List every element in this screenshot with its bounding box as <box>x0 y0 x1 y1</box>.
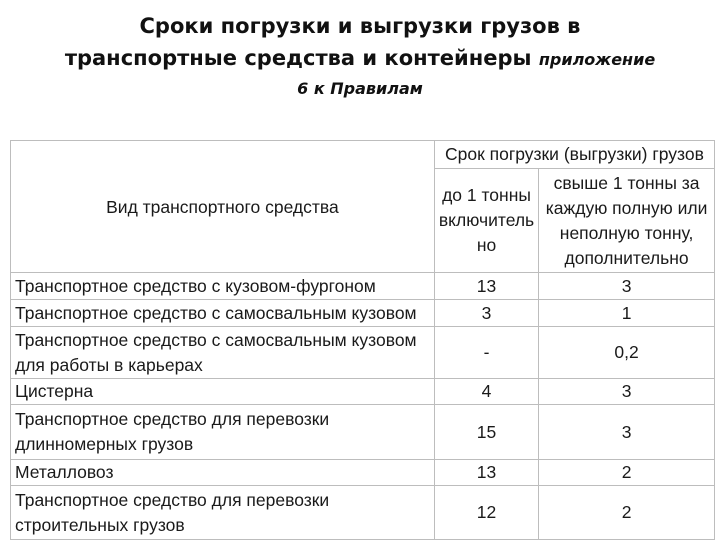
table-row <box>11 300 715 327</box>
table-row <box>11 273 715 300</box>
loading-terms-table <box>10 140 715 540</box>
title-line-2-main: транспортные средства и контейнеры <box>64 46 532 70</box>
table-row <box>11 379 715 405</box>
row-value-up-to-1-ton: 4 <box>434 379 538 405</box>
header-over-1-ton: свыше 1 тонны за каждую полную или неполную тонну, дополнительно <box>539 169 715 273</box>
table-row <box>11 460 715 486</box>
title-line-2 <box>0 42 720 76</box>
row-vehicle-name: Цистерна <box>11 379 435 405</box>
row-value-up-to-1-ton: 12 <box>434 486 538 540</box>
row-value-over-1-ton: 2 <box>539 486 715 540</box>
row-value-over-1-ton: 3 <box>539 273 715 300</box>
header-up-to-1-ton: до 1 тонны включитель но <box>434 169 538 273</box>
page-title <box>0 10 720 102</box>
row-value-up-to-1-ton: 13 <box>434 460 538 486</box>
row-value-over-1-ton: 0,2 <box>539 327 715 379</box>
header-term: Срок погрузки (выгрузки) грузов <box>434 141 714 169</box>
table-header-row <box>11 141 715 169</box>
row-vehicle-name: Металловоз <box>11 460 435 486</box>
table-row <box>11 327 715 379</box>
row-value-up-to-1-ton: 13 <box>434 273 538 300</box>
title-appendix: приложение <box>538 50 656 69</box>
title-line-1: Сроки погрузки и выгрузки грузов в <box>139 14 581 38</box>
table-row <box>11 405 715 460</box>
row-vehicle-name: Транспортное средство с кузовом-фургоном <box>11 273 435 300</box>
table-row <box>11 486 715 540</box>
row-value-up-to-1-ton: - <box>434 327 538 379</box>
row-value-over-1-ton: 3 <box>539 379 715 405</box>
row-value-over-1-ton: 1 <box>539 300 715 327</box>
header-vehicle-type: Вид транспортного средства <box>11 141 435 273</box>
row-value-up-to-1-ton: 3 <box>434 300 538 327</box>
row-vehicle-name: Транспортное средство с самосвальным кузовом <box>11 300 435 327</box>
row-vehicle-name: Транспортное средство для перевозки строительных грузов <box>11 486 435 540</box>
row-vehicle-name: Транспортное средство с самосвальным кузовом для работы в карьерах <box>11 327 435 379</box>
row-vehicle-name: Транспортное средство для перевозки длинномерных грузов <box>11 405 435 460</box>
title-line-3: 6 к Правилам <box>297 79 423 98</box>
row-value-over-1-ton: 2 <box>539 460 715 486</box>
row-value-up-to-1-ton: 15 <box>434 405 538 460</box>
row-value-over-1-ton: 3 <box>539 405 715 460</box>
